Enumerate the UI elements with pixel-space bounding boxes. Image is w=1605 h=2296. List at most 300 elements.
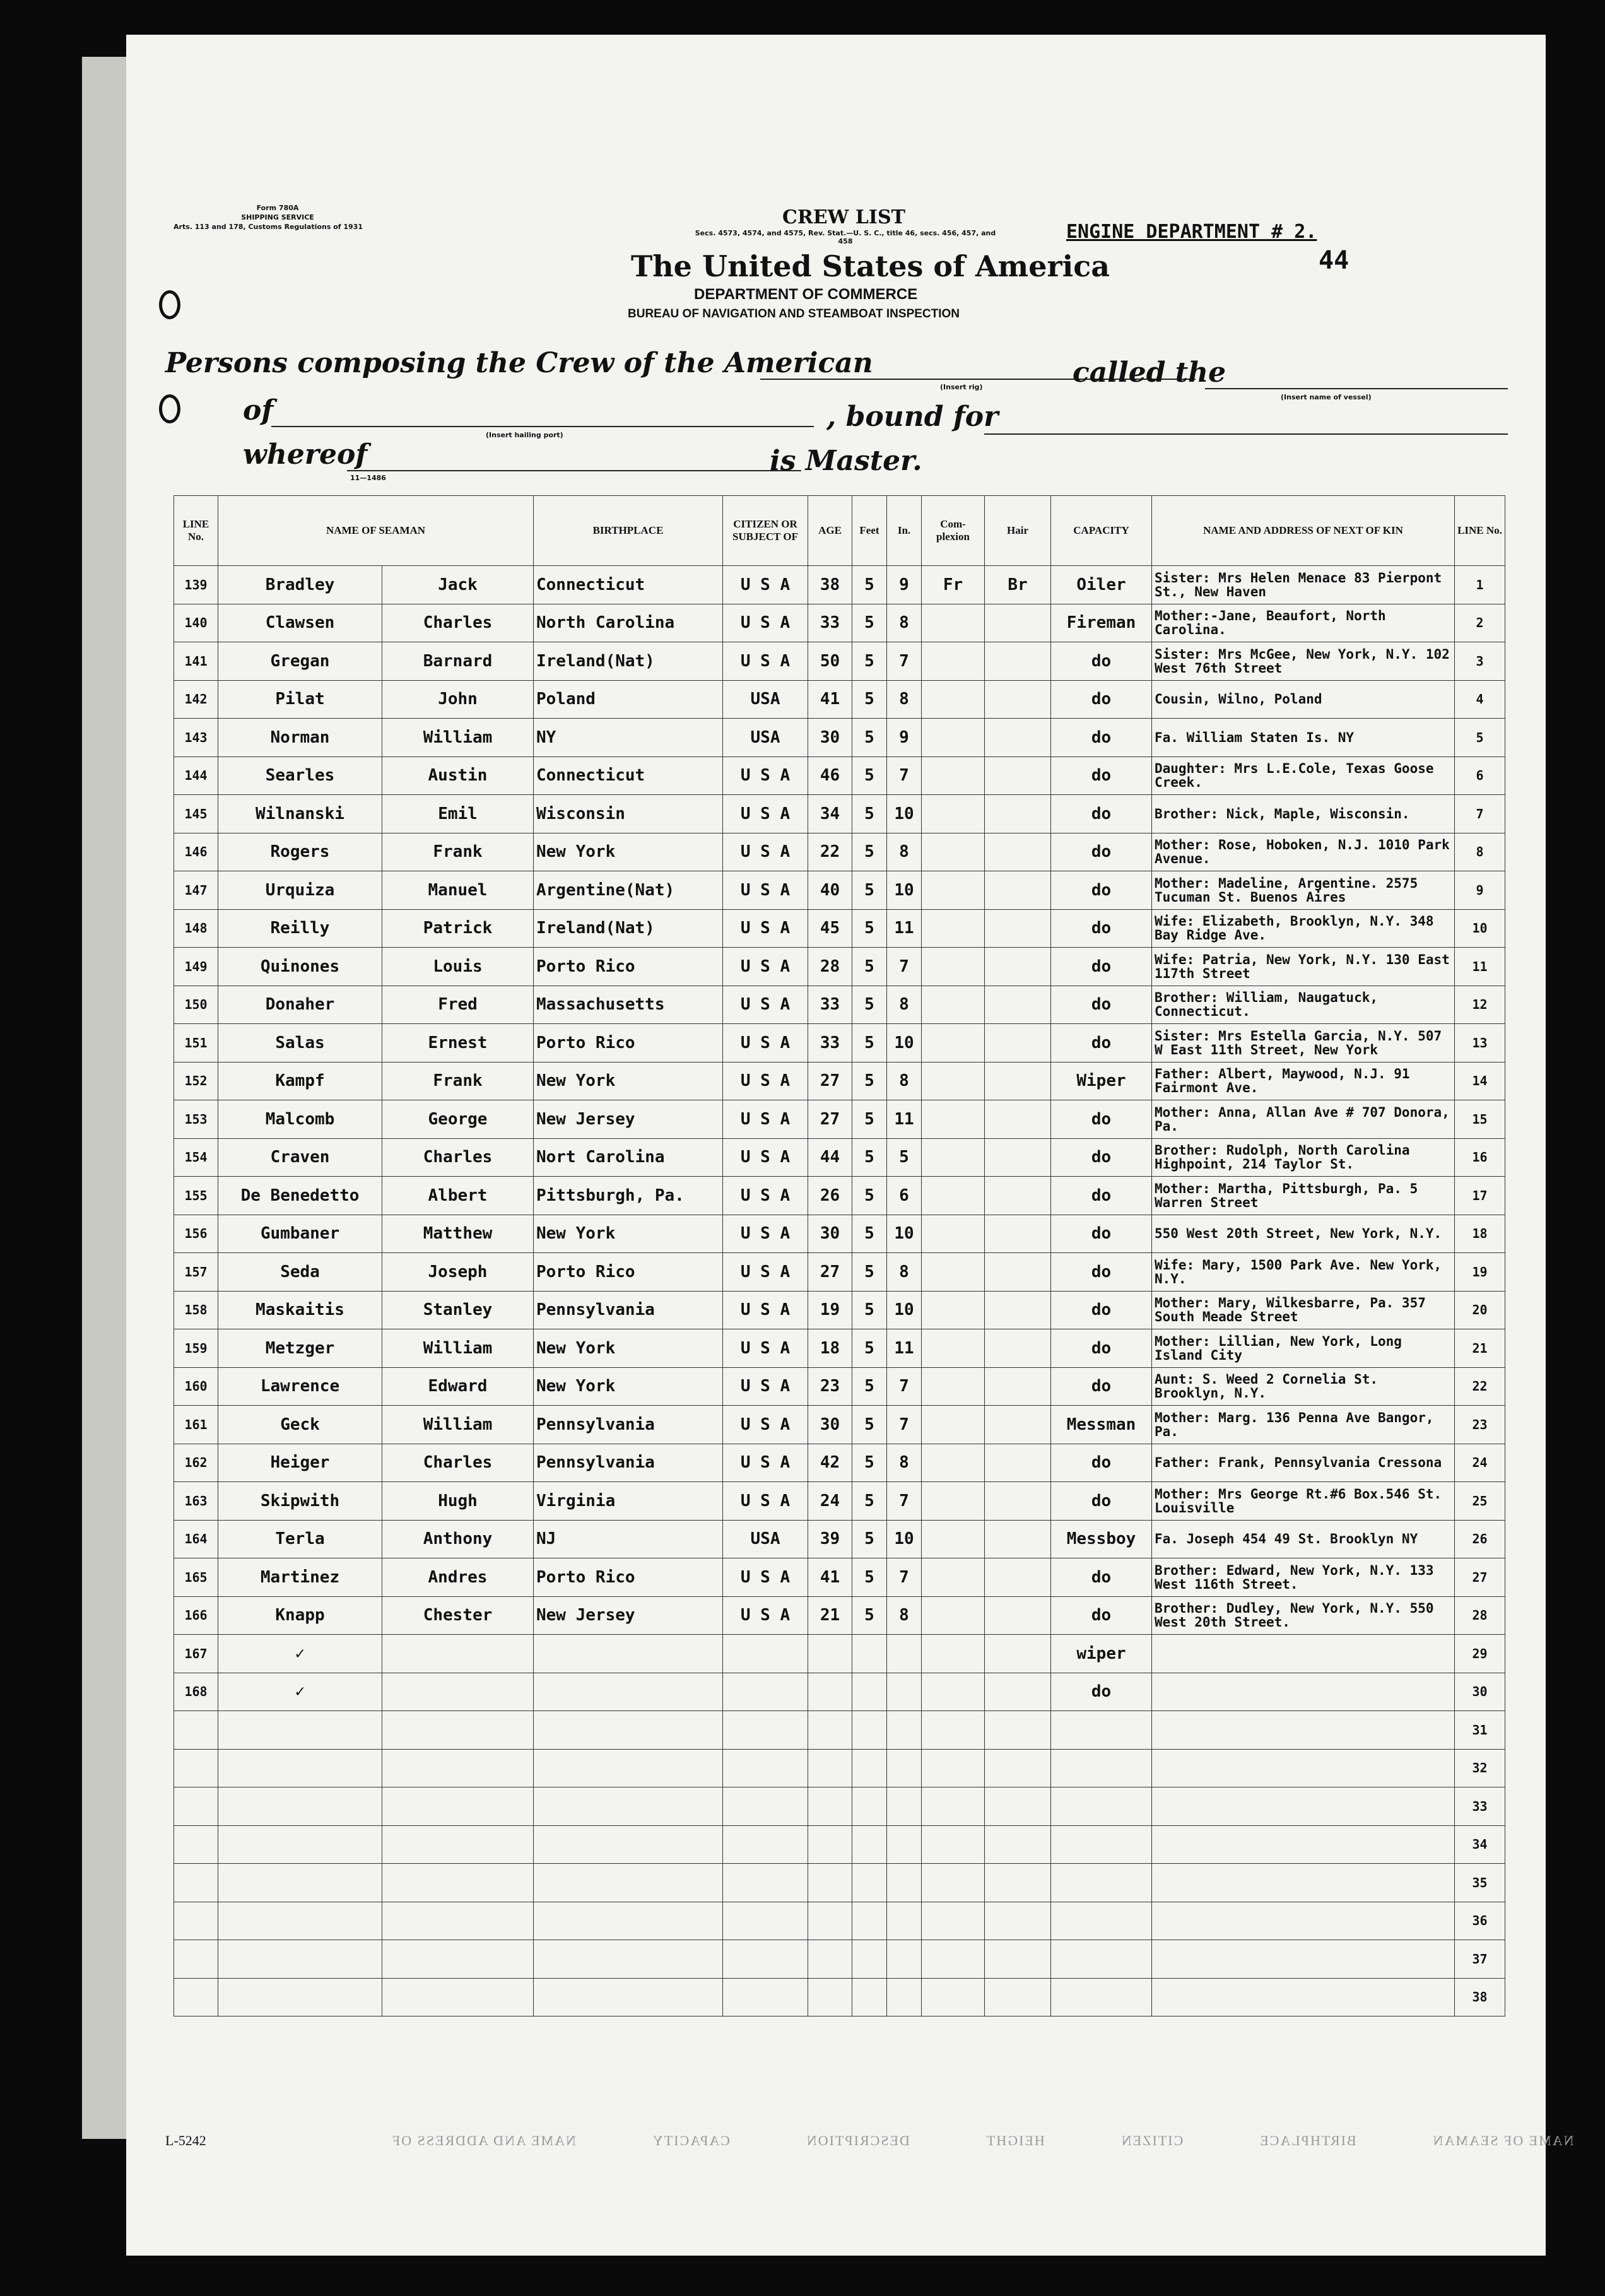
capacity-cell: [1051, 1940, 1152, 1979]
crew-statement-line1: Persons composing the Crew of the American: [165, 347, 873, 379]
seaman-surname: Geck: [218, 1406, 382, 1444]
age-cell: 30: [808, 1215, 852, 1253]
hair-cell: [985, 1062, 1051, 1100]
col-complexion: Com-plexion: [922, 496, 985, 566]
capacity-cell: Oiler: [1051, 566, 1152, 604]
seaman-surname: Urquiza: [218, 871, 382, 910]
next-of-kin-cell: Mother: Mrs George Rt.#6 Box.546 St. Louisville: [1152, 1482, 1455, 1521]
seaman-given-name: [382, 1864, 534, 1902]
age-cell: 28: [808, 948, 852, 986]
birthplace-cell: Wisconsin: [534, 795, 723, 833]
capacity-cell: do: [1051, 1138, 1152, 1177]
right-line-number: 2: [1455, 604, 1505, 642]
birthplace-cell: Connecticut: [534, 757, 723, 795]
seaman-given-name: Emil: [382, 795, 534, 833]
right-line-number: 36: [1455, 1902, 1505, 1940]
seaman-surname: Knapp: [218, 1596, 382, 1635]
capacity-cell: do: [1051, 680, 1152, 719]
birthplace-cell: Massachusetts: [534, 986, 723, 1024]
next-of-kin-cell: Father: Albert, Maywood, N.J. 91 Fairmont Ave.: [1152, 1062, 1455, 1100]
capacity-cell: do: [1051, 1482, 1152, 1521]
citizenship-cell: [723, 1825, 808, 1864]
seaman-surname: [218, 1978, 382, 2016]
age-cell: [808, 1673, 852, 1711]
row-number: 145: [174, 795, 218, 833]
hailing-port-blank: [271, 426, 814, 427]
seaman-surname: Bradley: [218, 566, 382, 604]
col-capacity: CAPACITY: [1051, 496, 1152, 566]
punch-hole: [159, 290, 180, 319]
next-of-kin-cell: [1152, 1673, 1455, 1711]
birthplace-cell: Poland: [534, 680, 723, 719]
citizenship-cell: U S A: [723, 757, 808, 795]
hair-cell: [985, 1406, 1051, 1444]
right-line-number: 27: [1455, 1558, 1505, 1597]
height-feet-cell: 5: [852, 757, 887, 795]
seaman-given-name: [382, 1940, 534, 1979]
bleed-through-label: NAME AND ADDRESS OF: [391, 2133, 576, 2148]
citizenship-cell: USA: [723, 1520, 808, 1558]
birthplace-cell: [534, 1902, 723, 1940]
next-of-kin-cell: [1152, 1864, 1455, 1902]
capacity-cell: do: [1051, 1215, 1152, 1253]
row-number: 149: [174, 948, 218, 986]
height-inches-cell: 11: [887, 1329, 922, 1368]
table-row: [174, 757, 1505, 795]
citizenship-cell: U S A: [723, 1482, 808, 1521]
height-feet-cell: 5: [852, 642, 887, 681]
seaman-surname: [218, 1787, 382, 1826]
height-feet-cell: 5: [852, 1367, 887, 1406]
citizenship-cell: [723, 1673, 808, 1711]
row-number: 156: [174, 1215, 218, 1253]
hair-cell: [985, 1444, 1051, 1482]
table-row: [174, 1749, 1505, 1787]
row-number: 139: [174, 566, 218, 604]
next-of-kin-cell: Mother: Marg. 136 Penna Ave Bangor, Pa.: [1152, 1406, 1455, 1444]
table-row: [174, 1367, 1505, 1406]
form-title: CREW LIST: [782, 206, 905, 228]
table-row: [174, 1024, 1505, 1063]
age-cell: 19: [808, 1291, 852, 1329]
seaman-surname: Kampf: [218, 1062, 382, 1100]
citizenship-cell: U S A: [723, 1215, 808, 1253]
seaman-given-name: [382, 1902, 534, 1940]
hair-cell: [985, 1902, 1051, 1940]
next-of-kin-cell: Sister: Mrs Helen Menace 83 Pierpont St., New Haven: [1152, 566, 1455, 604]
master-blank: [347, 470, 801, 471]
right-line-number: 29: [1455, 1635, 1505, 1673]
row-number: 150: [174, 986, 218, 1024]
height-inches-cell: 8: [887, 1596, 922, 1635]
complexion-cell: [922, 1444, 985, 1482]
citizenship-cell: U S A: [723, 871, 808, 910]
right-line-number: 20: [1455, 1291, 1505, 1329]
capacity-cell: do: [1051, 871, 1152, 910]
height-inches-cell: 7: [887, 1558, 922, 1597]
right-line-number: 18: [1455, 1215, 1505, 1253]
birthplace-cell: New York: [534, 1367, 723, 1406]
height-feet-cell: [852, 1673, 887, 1711]
age-cell: 21: [808, 1596, 852, 1635]
height-feet-cell: [852, 1711, 887, 1750]
hair-cell: [985, 1787, 1051, 1826]
next-of-kin-cell: Brother: Nick, Maple, Wisconsin.: [1152, 795, 1455, 833]
citizenship-cell: U S A: [723, 604, 808, 642]
seaman-surname: Martinez: [218, 1558, 382, 1597]
seaman-surname: Pilat: [218, 680, 382, 719]
seaman-given-name: Austin: [382, 757, 534, 795]
next-of-kin-cell: Mother: Madeline, Argentine. 2575 Tucuman St. Buenos Aires: [1152, 871, 1455, 910]
hair-cell: [985, 1749, 1051, 1787]
complexion-cell: [922, 1177, 985, 1215]
seaman-given-name: [382, 1749, 534, 1787]
height-inches-cell: 8: [887, 833, 922, 871]
height-inches-cell: [887, 1673, 922, 1711]
department-stamp: ENGINE DEPARTMENT # 2.: [1066, 221, 1317, 243]
seaman-surname: Malcomb: [218, 1100, 382, 1139]
complexion-cell: [922, 757, 985, 795]
seaman-given-name: George: [382, 1100, 534, 1139]
citizenship-cell: USA: [723, 719, 808, 757]
right-line-number: 21: [1455, 1329, 1505, 1368]
seaman-given-name: Charles: [382, 1444, 534, 1482]
capacity-cell: do: [1051, 1444, 1152, 1482]
citizenship-cell: U S A: [723, 1024, 808, 1063]
table-row: [174, 1291, 1505, 1329]
right-line-number: 3: [1455, 642, 1505, 681]
seaman-given-name: William: [382, 1329, 534, 1368]
age-cell: 40: [808, 871, 852, 910]
capacity-cell: do: [1051, 1558, 1152, 1597]
birthplace-cell: [534, 1787, 723, 1826]
row-number: 161: [174, 1406, 218, 1444]
punch-hole: [159, 394, 180, 423]
next-of-kin-cell: Mother: Mary, Wilkesbarre, Pa. 357 South Meade Street: [1152, 1291, 1455, 1329]
right-line-number: 15: [1455, 1100, 1505, 1139]
table-row: [174, 1100, 1505, 1139]
right-line-number: 37: [1455, 1940, 1505, 1979]
table-row: [174, 1062, 1505, 1100]
birthplace-cell: Nort Carolina: [534, 1138, 723, 1177]
height-inches-cell: [887, 1635, 922, 1673]
right-line-number: 8: [1455, 833, 1505, 871]
complexion-cell: [922, 1253, 985, 1292]
row-number: 168: [174, 1673, 218, 1711]
birthplace-cell: Porto Rico: [534, 1558, 723, 1597]
citizenship-cell: USA: [723, 680, 808, 719]
height-inches-cell: 11: [887, 1100, 922, 1139]
complexion-cell: [922, 1787, 985, 1826]
next-of-kin-cell: [1152, 1940, 1455, 1979]
seaman-given-name: William: [382, 1406, 534, 1444]
height-feet-cell: [852, 1864, 887, 1902]
complexion-cell: Fr: [922, 566, 985, 604]
height-feet-cell: 5: [852, 1291, 887, 1329]
next-of-kin-cell: 550 West 20th Street, New York, N.Y.: [1152, 1215, 1455, 1253]
age-cell: [808, 1940, 852, 1979]
complexion-cell: [922, 1558, 985, 1597]
hair-cell: [985, 1940, 1051, 1979]
complexion-cell: [922, 1673, 985, 1711]
height-feet-cell: 5: [852, 1482, 887, 1521]
capacity-cell: [1051, 1787, 1152, 1826]
age-cell: 27: [808, 1253, 852, 1292]
complexion-cell: [922, 1367, 985, 1406]
hair-cell: [985, 948, 1051, 986]
col-citizen: CITIZEN OR SUBJECT OF: [723, 496, 808, 566]
seaman-surname: Donaher: [218, 986, 382, 1024]
hair-cell: [985, 986, 1051, 1024]
hair-cell: [985, 719, 1051, 757]
capacity-cell: Wiper: [1051, 1062, 1152, 1100]
seaman-given-name: Charles: [382, 1138, 534, 1177]
height-feet-cell: 5: [852, 833, 887, 871]
right-line-number: 11: [1455, 948, 1505, 986]
table-row: [174, 1138, 1505, 1177]
height-inches-cell: [887, 1711, 922, 1750]
next-of-kin-cell: Brother: Dudley, New York, N.Y. 550 West 20th Street.: [1152, 1596, 1455, 1635]
height-inches-cell: 8: [887, 986, 922, 1024]
right-line-number: 12: [1455, 986, 1505, 1024]
table-row: [174, 909, 1505, 948]
seaman-given-name: Anthony: [382, 1520, 534, 1558]
seaman-given-name: John: [382, 680, 534, 719]
height-feet-cell: 5: [852, 1024, 887, 1063]
capacity-cell: wiper: [1051, 1635, 1152, 1673]
birthplace-cell: Porto Rico: [534, 948, 723, 986]
table-row: [174, 566, 1505, 604]
citizenship-cell: U S A: [723, 1291, 808, 1329]
crew-table: [173, 495, 1505, 2016]
birthplace-cell: New York: [534, 833, 723, 871]
citizenship-cell: U S A: [723, 833, 808, 871]
height-inches-cell: 10: [887, 795, 922, 833]
next-of-kin-cell: [1152, 1711, 1455, 1750]
vessel-name-blank: [1205, 388, 1508, 389]
complexion-cell: [922, 1100, 985, 1139]
complexion-cell: [922, 1864, 985, 1902]
page-edge-shadow: [82, 57, 126, 2139]
col-birthplace: BIRTHPLACE: [534, 496, 723, 566]
row-number: [174, 1978, 218, 2016]
birthplace-cell: [534, 1978, 723, 2016]
called-the-label: called the: [1073, 356, 1226, 389]
complexion-cell: [922, 833, 985, 871]
table-row: [174, 871, 1505, 910]
department-heading: DEPARTMENT OF COMMERCE: [694, 286, 918, 303]
height-feet-cell: 5: [852, 1596, 887, 1635]
citizenship-cell: U S A: [723, 1138, 808, 1177]
age-cell: 45: [808, 909, 852, 948]
right-line-number: 4: [1455, 680, 1505, 719]
age-cell: [808, 1749, 852, 1787]
complexion-cell: [922, 948, 985, 986]
form-number: Form 780A: [256, 204, 299, 212]
table-row: [174, 1711, 1505, 1750]
citizenship-cell: U S A: [723, 642, 808, 681]
seaman-given-name: Andres: [382, 1558, 534, 1597]
complexion-cell: [922, 1138, 985, 1177]
capacity-cell: Messman: [1051, 1406, 1152, 1444]
row-number: [174, 1711, 218, 1750]
row-number: 144: [174, 757, 218, 795]
capacity-cell: do: [1051, 1329, 1152, 1368]
birthplace-cell: [534, 1635, 723, 1673]
height-inches-cell: [887, 1902, 922, 1940]
citizenship-cell: [723, 1749, 808, 1787]
row-number: [174, 1787, 218, 1826]
hair-cell: [985, 1100, 1051, 1139]
height-inches-cell: 8: [887, 680, 922, 719]
seaman-given-name: Matthew: [382, 1215, 534, 1253]
row-number: 141: [174, 642, 218, 681]
height-feet-cell: 5: [852, 566, 887, 604]
citizenship-cell: U S A: [723, 948, 808, 986]
height-inches-cell: 8: [887, 1062, 922, 1100]
row-number: [174, 1749, 218, 1787]
complexion-cell: [922, 1406, 985, 1444]
row-number: 167: [174, 1635, 218, 1673]
capacity-cell: [1051, 1825, 1152, 1864]
right-line-number: 13: [1455, 1024, 1505, 1063]
is-master-label: is Master.: [770, 445, 922, 477]
table-row: [174, 1825, 1505, 1864]
capacity-cell: do: [1051, 642, 1152, 681]
seaman-surname: Lawrence: [218, 1367, 382, 1406]
seaman-surname: Gregan: [218, 642, 382, 681]
row-number: 142: [174, 680, 218, 719]
right-line-number: 1: [1455, 566, 1505, 604]
row-number: 165: [174, 1558, 218, 1597]
hair-cell: [985, 909, 1051, 948]
right-line-number: 22: [1455, 1367, 1505, 1406]
right-line-number: 6: [1455, 757, 1505, 795]
seaman-given-name: Frank: [382, 1062, 534, 1100]
seaman-surname: [218, 1749, 382, 1787]
height-inches-cell: 7: [887, 1406, 922, 1444]
table-row: [174, 1673, 1505, 1711]
seaman-surname: [218, 1902, 382, 1940]
col-age: AGE: [808, 496, 852, 566]
bleed-through-label: HEIGHT: [985, 2133, 1045, 2148]
next-of-kin-cell: Sister: Mrs McGee, New York, N.Y. 102 West 76th Street: [1152, 642, 1455, 681]
seaman-given-name: Chester: [382, 1596, 534, 1635]
hair-cell: [985, 1635, 1051, 1673]
complexion-cell: [922, 795, 985, 833]
height-inches-cell: [887, 1787, 922, 1826]
table-row: [174, 1902, 1505, 1940]
age-cell: 26: [808, 1177, 852, 1215]
right-line-number: 30: [1455, 1673, 1505, 1711]
right-line-number: 26: [1455, 1520, 1505, 1558]
complexion-cell: [922, 986, 985, 1024]
height-feet-cell: 5: [852, 1520, 887, 1558]
height-inches-cell: 7: [887, 642, 922, 681]
table-row: [174, 604, 1505, 642]
complexion-cell: [922, 719, 985, 757]
complexion-cell: [922, 1482, 985, 1521]
seaman-surname: Reilly: [218, 909, 382, 948]
complexion-cell: [922, 1062, 985, 1100]
seaman-surname: [218, 1825, 382, 1864]
destination-blank: [984, 433, 1508, 435]
birthplace-cell: Ireland(Nat): [534, 909, 723, 948]
seaman-surname: [218, 1864, 382, 1902]
hair-cell: [985, 757, 1051, 795]
hair-cell: [985, 1482, 1051, 1521]
col-line-no: LINE No.: [174, 496, 218, 566]
next-of-kin-cell: [1152, 1635, 1455, 1673]
complexion-cell: [922, 1291, 985, 1329]
hair-cell: [985, 1520, 1051, 1558]
height-feet-cell: [852, 1978, 887, 2016]
table-row: [174, 1596, 1505, 1635]
table-row: [174, 795, 1505, 833]
bleed-through-text: [315, 2133, 1573, 2149]
bleed-through-label: CITIZEN: [1120, 2133, 1184, 2148]
citizenship-cell: U S A: [723, 795, 808, 833]
row-number: 147: [174, 871, 218, 910]
seaman-given-name: [382, 1978, 534, 2016]
age-cell: 39: [808, 1520, 852, 1558]
seaman-given-name: [382, 1787, 534, 1826]
next-of-kin-cell: Fa. Joseph 454 49 St. Brooklyn NY: [1152, 1520, 1455, 1558]
right-line-number: 7: [1455, 795, 1505, 833]
seaman-given-name: Joseph: [382, 1253, 534, 1292]
row-number: 154: [174, 1138, 218, 1177]
capacity-cell: do: [1051, 1177, 1152, 1215]
table-header-row: [174, 496, 1505, 566]
seaman-surname: Searles: [218, 757, 382, 795]
table-row: [174, 1215, 1505, 1253]
birthplace-cell: Porto Rico: [534, 1253, 723, 1292]
seaman-given-name: [382, 1673, 534, 1711]
row-number: 140: [174, 604, 218, 642]
birthplace-cell: Argentine(Nat): [534, 871, 723, 910]
row-number: 155: [174, 1177, 218, 1215]
hair-cell: [985, 1673, 1051, 1711]
seaman-given-name: Ernest: [382, 1024, 534, 1063]
next-of-kin-cell: [1152, 1978, 1455, 2016]
height-feet-cell: [852, 1787, 887, 1826]
height-inches-cell: 10: [887, 871, 922, 910]
birthplace-cell: Pennsylvania: [534, 1406, 723, 1444]
birthplace-cell: NY: [534, 719, 723, 757]
row-number: [174, 1864, 218, 1902]
hair-cell: [985, 1291, 1051, 1329]
height-feet-cell: 5: [852, 1062, 887, 1100]
form-service: SHIPPING SERVICE: [241, 213, 314, 221]
capacity-cell: do: [1051, 1253, 1152, 1292]
height-feet-cell: 5: [852, 1177, 887, 1215]
table-row: [174, 1978, 1505, 2016]
complexion-cell: [922, 1596, 985, 1635]
height-feet-cell: 5: [852, 795, 887, 833]
right-line-number: 28: [1455, 1596, 1505, 1635]
height-feet-cell: 5: [852, 871, 887, 910]
capacity-cell: do: [1051, 719, 1152, 757]
next-of-kin-cell: Sister: Mrs Estella Garcia, N.Y. 507 W East 11th Street, New York: [1152, 1024, 1455, 1063]
right-line-number: 16: [1455, 1138, 1505, 1177]
height-feet-cell: 5: [852, 1138, 887, 1177]
next-of-kin-cell: Mother: Lillian, New York, Long Island City: [1152, 1329, 1455, 1368]
capacity-cell: do: [1051, 1291, 1152, 1329]
height-inches-cell: 11: [887, 909, 922, 948]
next-of-kin-cell: Brother: William, Naugatuck, Connecticut.: [1152, 986, 1455, 1024]
hair-cell: [985, 1024, 1051, 1063]
capacity-cell: [1051, 1749, 1152, 1787]
